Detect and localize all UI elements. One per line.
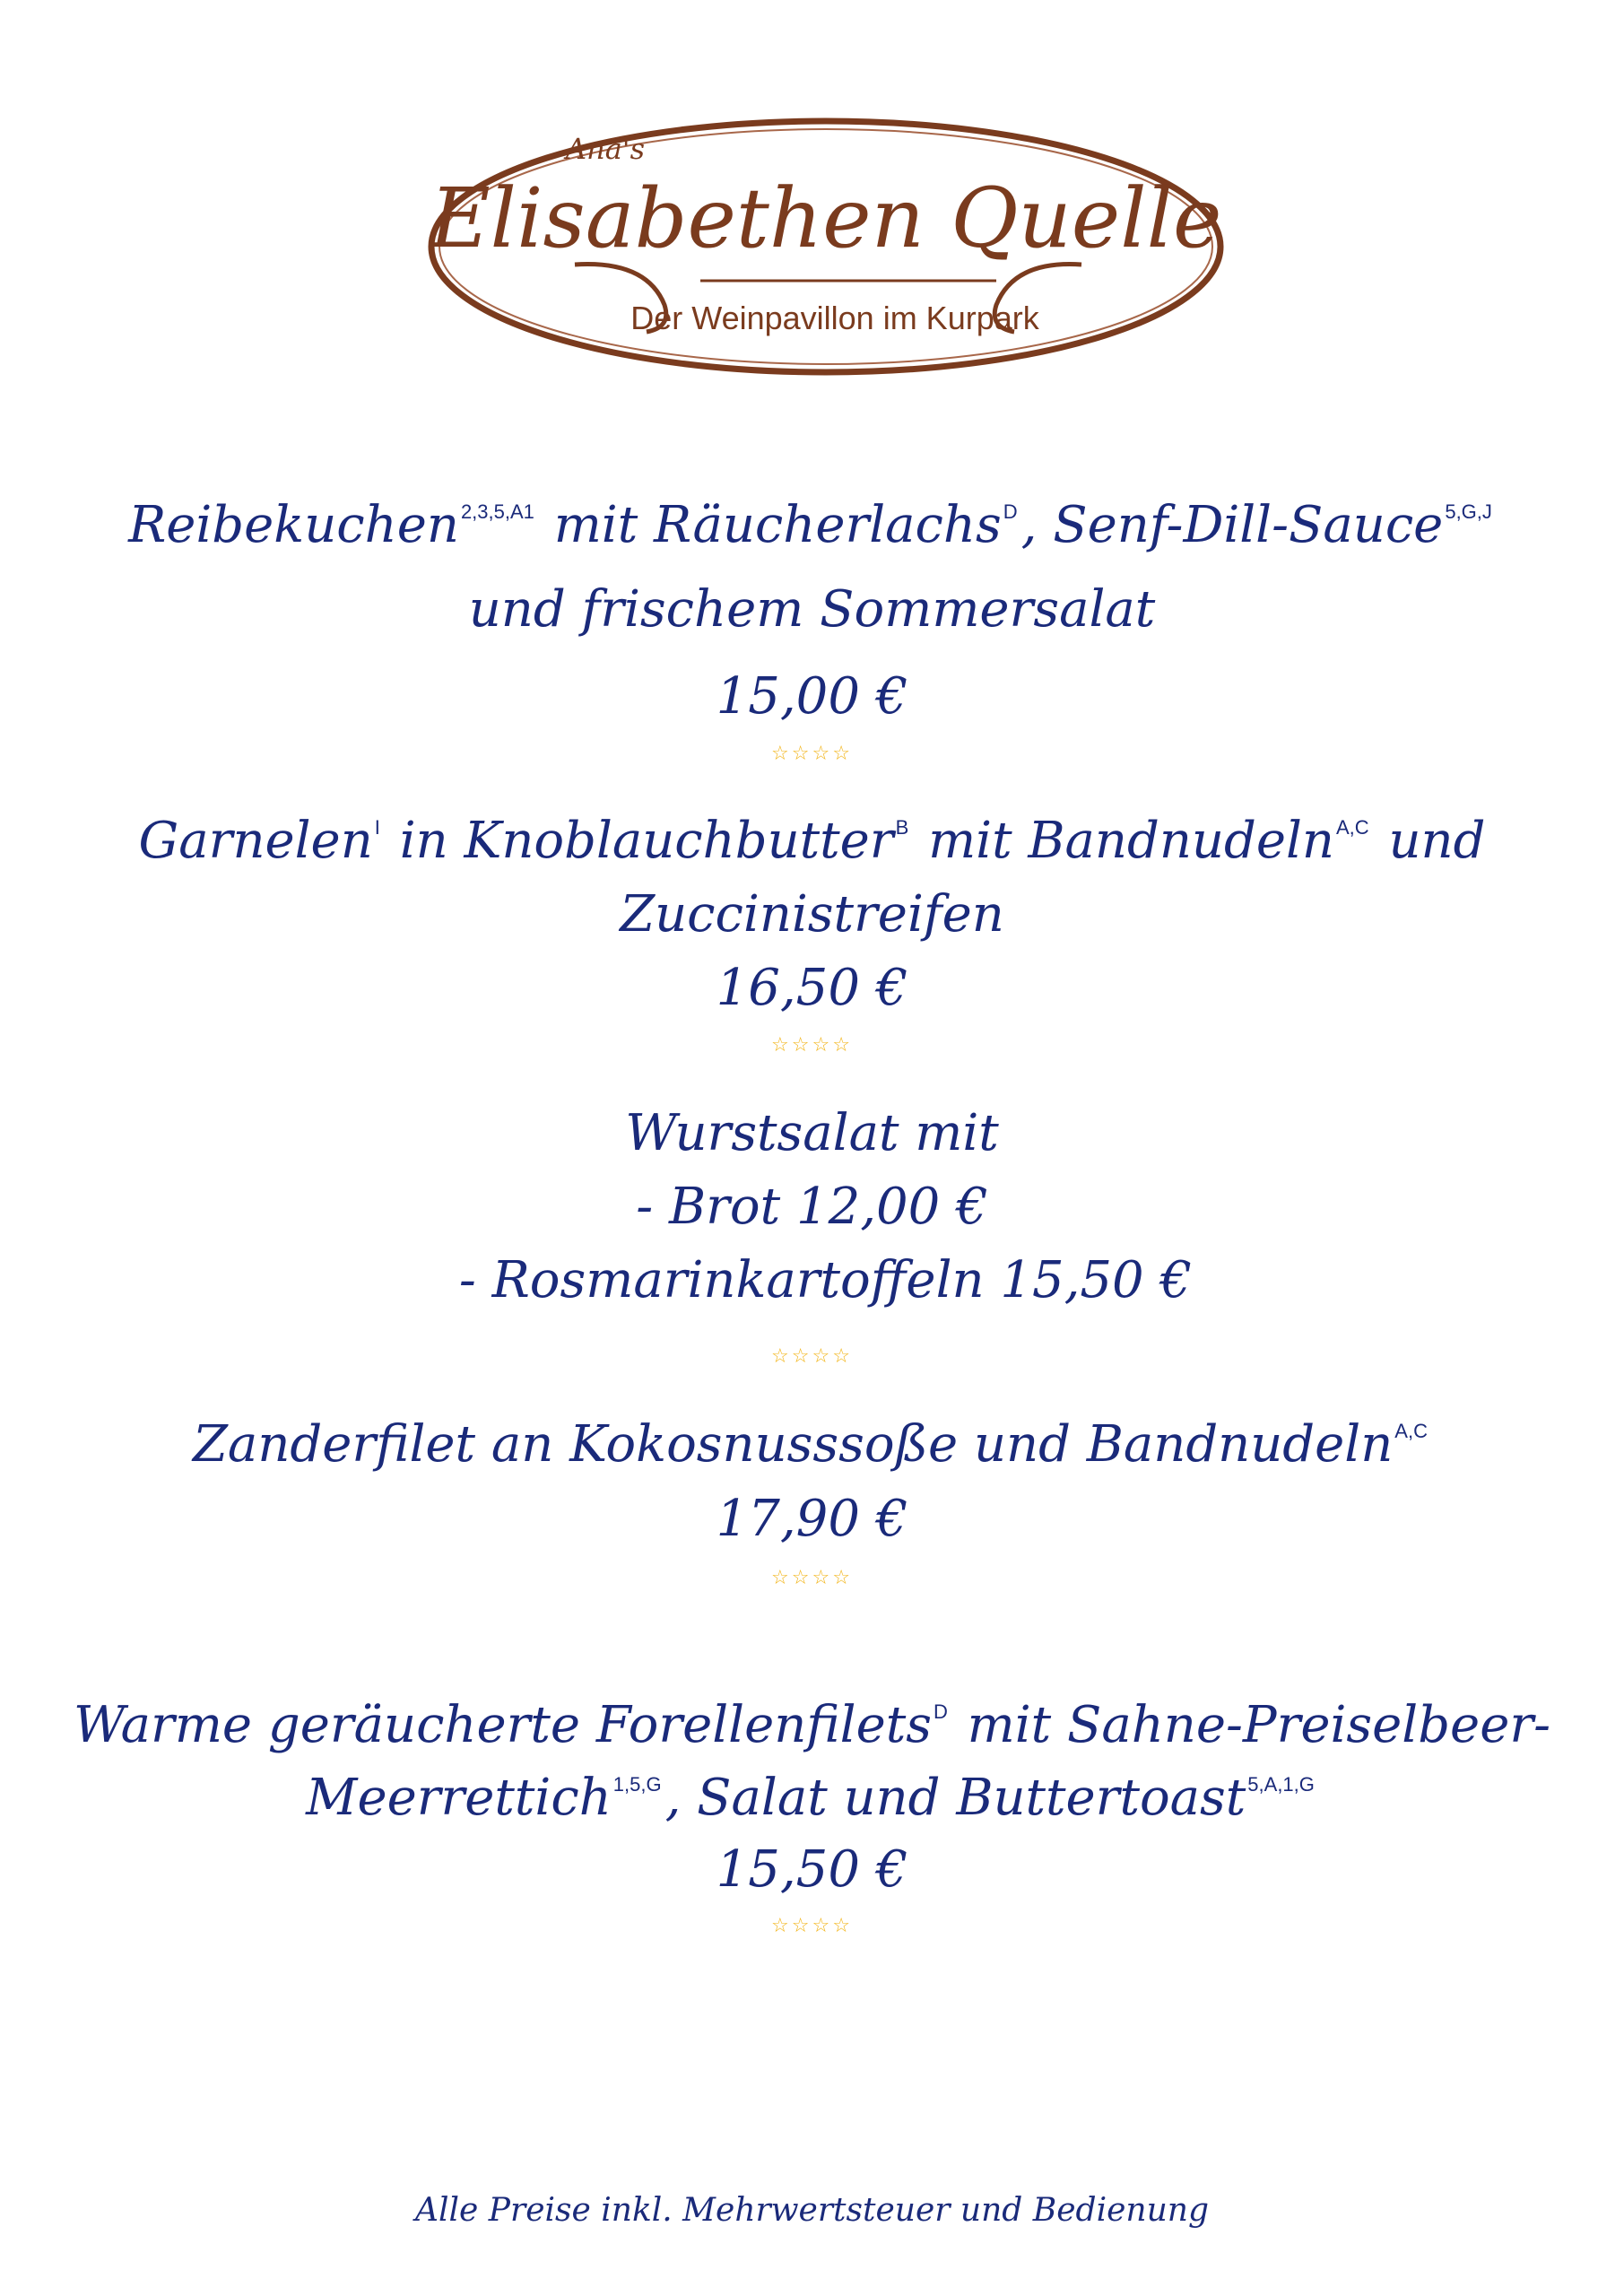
allergen-code: I xyxy=(374,816,380,839)
dish-1-line-1 xyxy=(0,494,1624,557)
allergen-code: 2,3,5,A1 xyxy=(460,500,534,523)
dish-1-text: , Senf-Dill-Sauce xyxy=(1020,496,1444,554)
logo-tagline: Der Weinpavillon im Kurpark xyxy=(630,300,1039,336)
separator-stars: ☆☆☆☆ xyxy=(771,743,853,765)
dish-5-price: 15,50 € xyxy=(716,1840,908,1899)
allergen-code: 5,A,1,G xyxy=(1247,1773,1315,1796)
dish-5-text: , Salat und Buttertoast xyxy=(664,1769,1246,1827)
allergen-code: A,C xyxy=(1335,816,1369,839)
dish-1-line-2: und frischem Sommersalat xyxy=(468,580,1156,639)
separator-stars: ☆☆☆☆ xyxy=(771,1345,853,1368)
dish-2-name: Garnelen xyxy=(138,812,373,870)
dish-5-text: mit Sahne-Preiselbeer- xyxy=(967,1696,1551,1754)
dish-1-price: 15,00 € xyxy=(716,667,908,726)
dish-2-line-2: Zuccinistreifen xyxy=(620,885,1004,944)
allergen-code: B xyxy=(895,816,909,839)
dish-4-name: Zanderfilet an Kokosnusssoße und Bandnudeln xyxy=(193,1415,1394,1474)
dish-3-line-1: Wurstsalat mit xyxy=(625,1104,999,1162)
logo-small-text: Ana's xyxy=(566,132,646,166)
allergen-code: D xyxy=(933,1700,948,1723)
dish-2-text: und xyxy=(1388,812,1486,870)
dish-2-text: mit Bandnudeln xyxy=(928,812,1334,870)
dish-1-name: Reibekuchen xyxy=(128,496,459,554)
dish-5-name: Warme geräucherte Forellenfilets xyxy=(73,1696,932,1754)
dish-5-text: Meerrettich xyxy=(306,1769,612,1827)
dish-5-line-2 xyxy=(0,1767,1624,1830)
allergen-code: D xyxy=(1003,500,1018,523)
allergen-code: 5,G,J xyxy=(1445,500,1492,523)
logo-brand: Elisabethen Quelle xyxy=(430,170,1222,266)
allergen-code: 1,5,G xyxy=(612,1773,662,1796)
dish-4-price: 17,90 € xyxy=(716,1490,908,1548)
separator-stars: ☆☆☆☆ xyxy=(771,1567,853,1589)
separator-stars: ☆☆☆☆ xyxy=(771,1034,853,1057)
price-note-footer: Alle Preise inkl. Mehrwertsteuer und Bedienung xyxy=(415,2192,1209,2229)
dish-2-line-1 xyxy=(0,810,1624,873)
dish-2-price: 16,50 € xyxy=(716,959,908,1017)
dish-4-line-1 xyxy=(0,1413,1624,1476)
dish-2-text: in Knoblauchbutter xyxy=(399,812,894,870)
dish-3-option-1: - Brot 12,00 € xyxy=(636,1178,988,1236)
dish-3-option-2: - Rosmarinkartoffeln 15,50 € xyxy=(458,1251,1193,1309)
dish-5-line-1 xyxy=(0,1694,1624,1757)
dish-1-text: mit Räucherlachs xyxy=(553,496,1002,554)
separator-stars: ☆☆☆☆ xyxy=(771,1915,853,1937)
allergen-code: A,C xyxy=(1394,1420,1428,1442)
